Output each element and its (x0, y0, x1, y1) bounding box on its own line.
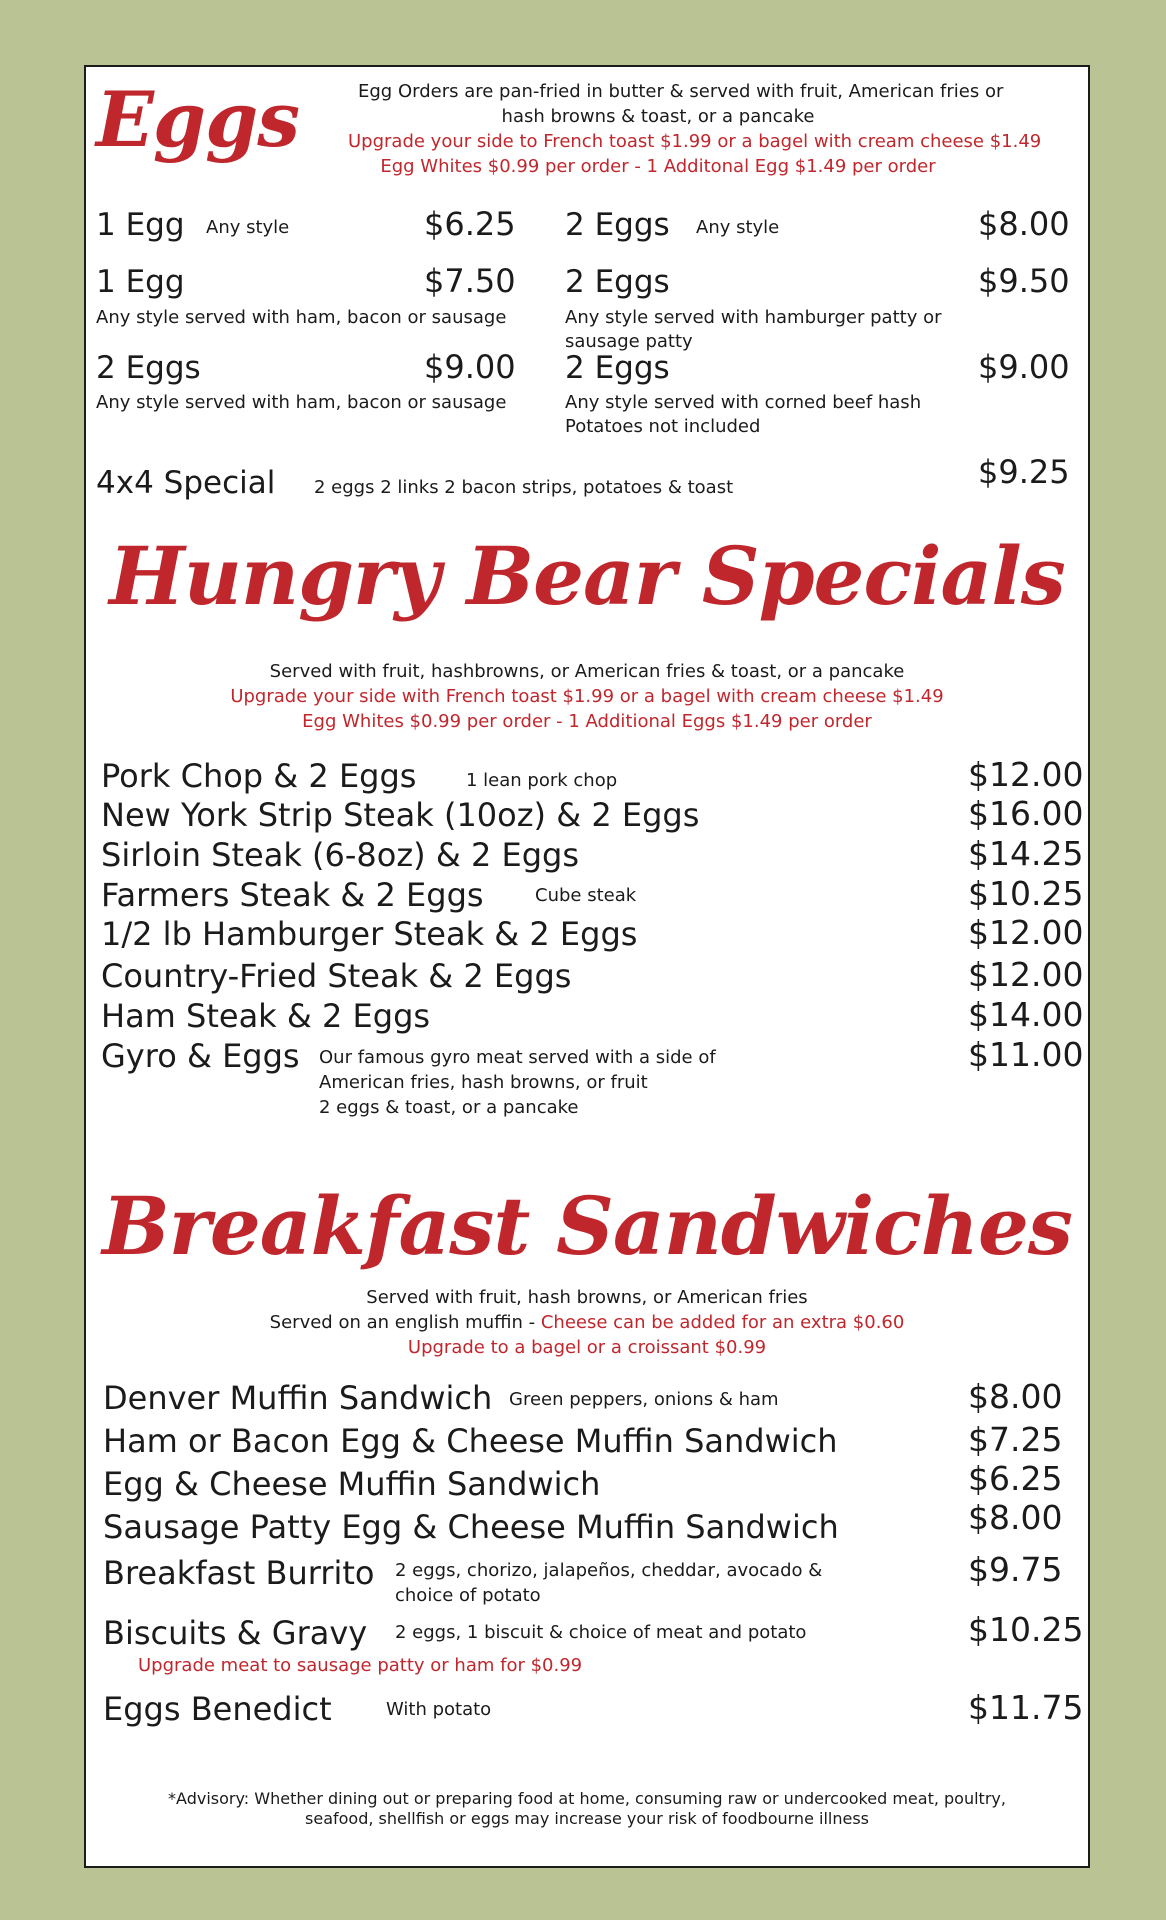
sandwich-item-note: With potato (386, 1699, 492, 1720)
sandwich-item-name: Biscuits & Gravy (103, 1614, 368, 1652)
sandwich-item-note-2: choice of potato (395, 1585, 541, 1606)
special-item-price: $14.00 (968, 995, 1084, 1034)
egg-item-price: $6.25 (424, 205, 516, 243)
sandwich-item-price: $7.25 (968, 1420, 1063, 1459)
sandwich-item-price: $10.25 (968, 1610, 1084, 1649)
egg-item-price: $7.50 (424, 262, 516, 300)
sandwich-item-price: $6.25 (968, 1459, 1063, 1498)
egg-item-name: 1 Egg (96, 207, 185, 243)
eggs-upgrade-line-2: Egg Whites $0.99 per order - 1 Additonal Egg $1.49 per order (380, 156, 936, 177)
sandwich-item-name: Denver Muffin Sandwich (103, 1379, 493, 1417)
egg-item-price: $9.50 (978, 262, 1070, 300)
special-item-note-3: 2 eggs & toast, or a pancake (319, 1097, 579, 1118)
sandwich-item-name: Breakfast Burrito (103, 1554, 375, 1592)
sandwich-item-name: Ham or Bacon Egg & Cheese Muffin Sandwich (103, 1422, 838, 1460)
special-item-name: 1/2 lb Hamburger Steak & 2 Eggs (101, 915, 638, 953)
special-price: $9.25 (978, 453, 1070, 491)
special-item-price: $12.00 (968, 913, 1084, 952)
special-item-name: Sirloin Steak (6-8oz) & 2 Eggs (101, 836, 579, 874)
menu-card (84, 65, 1090, 1868)
sandwich-item-price: $11.75 (968, 1688, 1084, 1727)
special-item-name: Gyro & Eggs (101, 1037, 300, 1075)
special-item-price: $16.00 (968, 794, 1084, 833)
sandwich-item-upgrade: Upgrade meat to sausage patty or ham for $0.99 (138, 1655, 583, 1676)
special-item-price: $11.00 (968, 1035, 1084, 1074)
special-desc: 2 eggs 2 links 2 bacon strips, potatoes & toast (314, 477, 734, 498)
egg-item-desc: Any style served with ham, bacon or sausage (96, 307, 507, 328)
sandwich-item-price: $8.00 (968, 1498, 1063, 1537)
sandwich-item-name: Eggs Benedict (103, 1690, 332, 1728)
sandwich-item-price: $9.75 (968, 1550, 1063, 1589)
advisory-line-2: seafood, shellfish or eggs may increase your risk of foodbourne illness (305, 1809, 869, 1828)
hungry-bear-intro: Served with fruit, hashbrowns, or American fries & toast, or a pancake (269, 661, 905, 682)
hungry-bear-upgrade-2: Egg Whites $0.99 per order - 1 Additional Eggs $1.49 per order (302, 711, 872, 732)
special-item-name: Ham Steak & 2 Eggs (101, 997, 431, 1035)
egg-item-desc-2: Potatoes not included (565, 416, 761, 437)
cheese-upgrade-text: Cheese can be added for an extra $0.60 (540, 1312, 905, 1333)
sandwiches-intro-2-text: Served on an english muffin - (269, 1312, 541, 1333)
sandwiches-upgrade: Upgrade to a bagel or a croissant $0.99 (407, 1337, 767, 1358)
egg-item-name: 1 Egg (96, 264, 185, 300)
eggs-intro-line-2: hash browns & toast, or a pancake (501, 106, 815, 127)
egg-item-inline-note: Any style (696, 217, 780, 238)
sandwich-item-note: 2 eggs, chorizo, jalapeños, cheddar, avocado & (395, 1560, 823, 1581)
sandwich-item-name: Egg & Cheese Muffin Sandwich (103, 1465, 601, 1503)
eggs-intro-line-1: Egg Orders are pan-fried in butter & served with fruit, American fries or (358, 81, 1004, 102)
egg-item-price: $9.00 (978, 348, 1070, 386)
special-item-price: $14.25 (968, 834, 1084, 873)
egg-item-desc: Any style served with hamburger patty or (565, 307, 942, 328)
special-item-note: Cube steak (535, 885, 637, 906)
advisory-line-1: *Advisory: Whether dining out or preparing food at home, consuming raw or undercooked meat, poultry, (168, 1789, 1006, 1808)
hungry-bear-title: Hungry Bear Specials (109, 529, 1065, 623)
special-item-note: 1 lean pork chop (466, 770, 618, 791)
special-name: 4x4 Special (96, 465, 276, 501)
sandwich-item-price: $8.00 (968, 1377, 1063, 1416)
sandwich-item-note: 2 eggs, 1 biscuit & choice of meat and potato (395, 1622, 807, 1643)
special-item-note-2: American fries, hash browns, or fruit (319, 1072, 648, 1093)
special-item-price: $12.00 (968, 955, 1084, 994)
special-item-note: Our famous gyro meat served with a side of (319, 1047, 716, 1068)
egg-item-desc: Any style served with ham, bacon or sausage (96, 392, 507, 413)
egg-item-name: 2 Eggs (565, 207, 670, 243)
egg-item-price: $9.00 (424, 348, 516, 386)
egg-item-desc-2: sausage patty (565, 331, 693, 352)
special-item-name: Farmers Steak & 2 Eggs (101, 876, 484, 914)
eggs-upgrade-line-1: Upgrade your side to French toast $1.99 or a bagel with cream cheese $1.49 (348, 131, 1042, 152)
special-item-name: Pork Chop & 2 Eggs (101, 757, 417, 795)
hungry-bear-upgrade-1: Upgrade your side with French toast $1.99 or a bagel with cream cheese $1.49 (230, 686, 944, 707)
egg-item-name: 2 Eggs (565, 264, 670, 300)
egg-item-inline-note: Any style (206, 217, 290, 238)
special-item-price: $10.25 (968, 874, 1084, 913)
special-item-name: Country-Fried Steak & 2 Eggs (101, 957, 572, 995)
special-item-price: $12.00 (968, 755, 1084, 794)
egg-item-name: 2 Eggs (565, 350, 670, 386)
sandwiches-title: Breakfast Sandwiches (102, 1179, 1072, 1273)
special-item-name: New York Strip Steak (10oz) & 2 Eggs (101, 796, 700, 834)
egg-item-price: $8.00 (978, 205, 1070, 243)
egg-item-name: 2 Eggs (96, 350, 201, 386)
eggs-title: Eggs (96, 75, 299, 164)
sandwiches-intro: Served with fruit, hash browns, or American fries (366, 1287, 808, 1308)
sandwich-item-name: Sausage Patty Egg & Cheese Muffin Sandwich (103, 1508, 839, 1546)
egg-item-desc: Any style served with corned beef hash (565, 392, 922, 413)
sandwich-item-note: Green peppers, onions & ham (509, 1389, 779, 1410)
sandwiches-intro-2 (86, 1312, 1088, 1333)
